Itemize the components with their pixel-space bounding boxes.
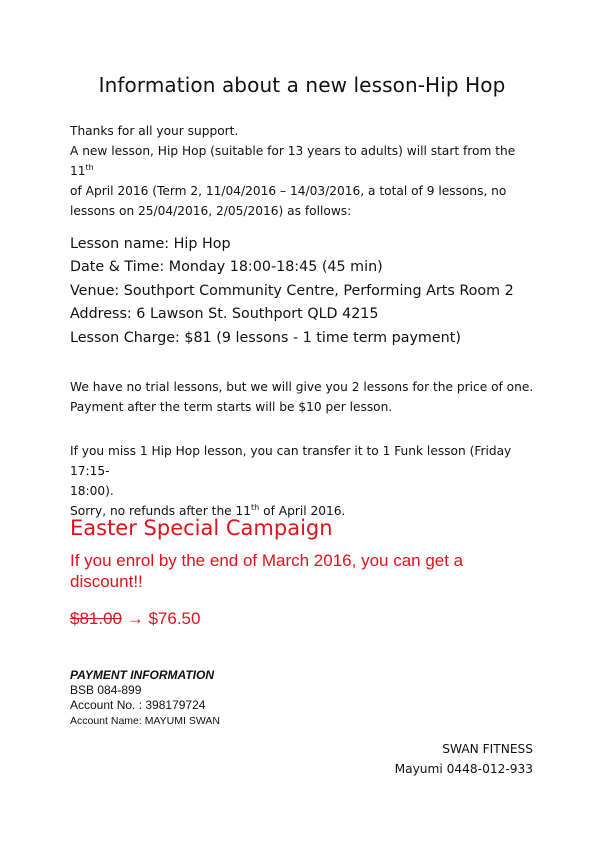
transfer-line-2: 18:00).: [70, 484, 114, 498]
price-discount: [70, 609, 200, 629]
trial-policy: We have no trial lessons, but we will give you 2 lessons for the price of one.: [70, 380, 534, 394]
old-price: $81.00: [70, 609, 122, 628]
lesson-name: Lesson name: Hip Hop: [70, 236, 231, 252]
lesson-address: Address: 6 Lawson St. Southport QLD 4215: [70, 306, 379, 323]
lesson-datetime: Date & Time: Monday 18:00-18:45 (45 min): [70, 259, 383, 276]
easter-campaign-title: Easter Special Campaign: [70, 516, 333, 540]
intro-line-1: A new lesson, Hip Hop (suitable for 13 years to adults) will start from the 11th: [70, 144, 516, 178]
thanks-text: Thanks for all your support.: [70, 124, 239, 138]
new-price: $76.50: [148, 609, 201, 628]
refund-policy: Sorry, no refunds after the 11th of April 2016.: [70, 502, 346, 518]
account-number: Account No. : 398179724: [70, 698, 206, 712]
payment-information: [70, 668, 220, 729]
arrow-icon: →: [126, 609, 144, 628]
intro-line-2: of April 2016 (Term 2, 11/04/2016 – 14/03/2016, a total of 9 lessons, no: [70, 184, 507, 198]
signature: [395, 739, 533, 779]
contact-phone: Mayumi 0448-012-933: [394, 762, 533, 776]
late-payment-policy: Payment after the term starts will be $10 per lesson.: [70, 400, 393, 414]
payment-heading: PAYMENT INFORMATION: [70, 668, 214, 682]
lesson-charge: Lesson Charge: $81 (9 lessons - 1 time term payment): [70, 329, 461, 346]
business-name: SWAN FITNESS: [442, 742, 533, 756]
easter-campaign-text: If you enrol by the end of March 2016, you can get a discount!!: [70, 551, 464, 591]
transfer-line-1: If you miss 1 Hip Hop lesson, you can transfer it to 1 Funk lesson (Friday 17:15-: [70, 444, 512, 478]
transfer-section: [70, 441, 540, 521]
page-title: Information about a new lesson-Hip Hop: [98, 73, 506, 97]
lesson-details: [70, 233, 514, 350]
bsb-number: BSB 084-899: [70, 683, 142, 697]
account-name: Account Name: MAYUMI SWAN: [70, 715, 220, 727]
intro-line-3: lessons on 25/04/2016, 2/05/2016) as follows:: [70, 204, 352, 218]
lesson-venue: Venue: Southport Community Centre, Performing Arts Room 2: [70, 282, 514, 299]
intro-section: [70, 121, 540, 221]
policy-section: [70, 377, 540, 417]
